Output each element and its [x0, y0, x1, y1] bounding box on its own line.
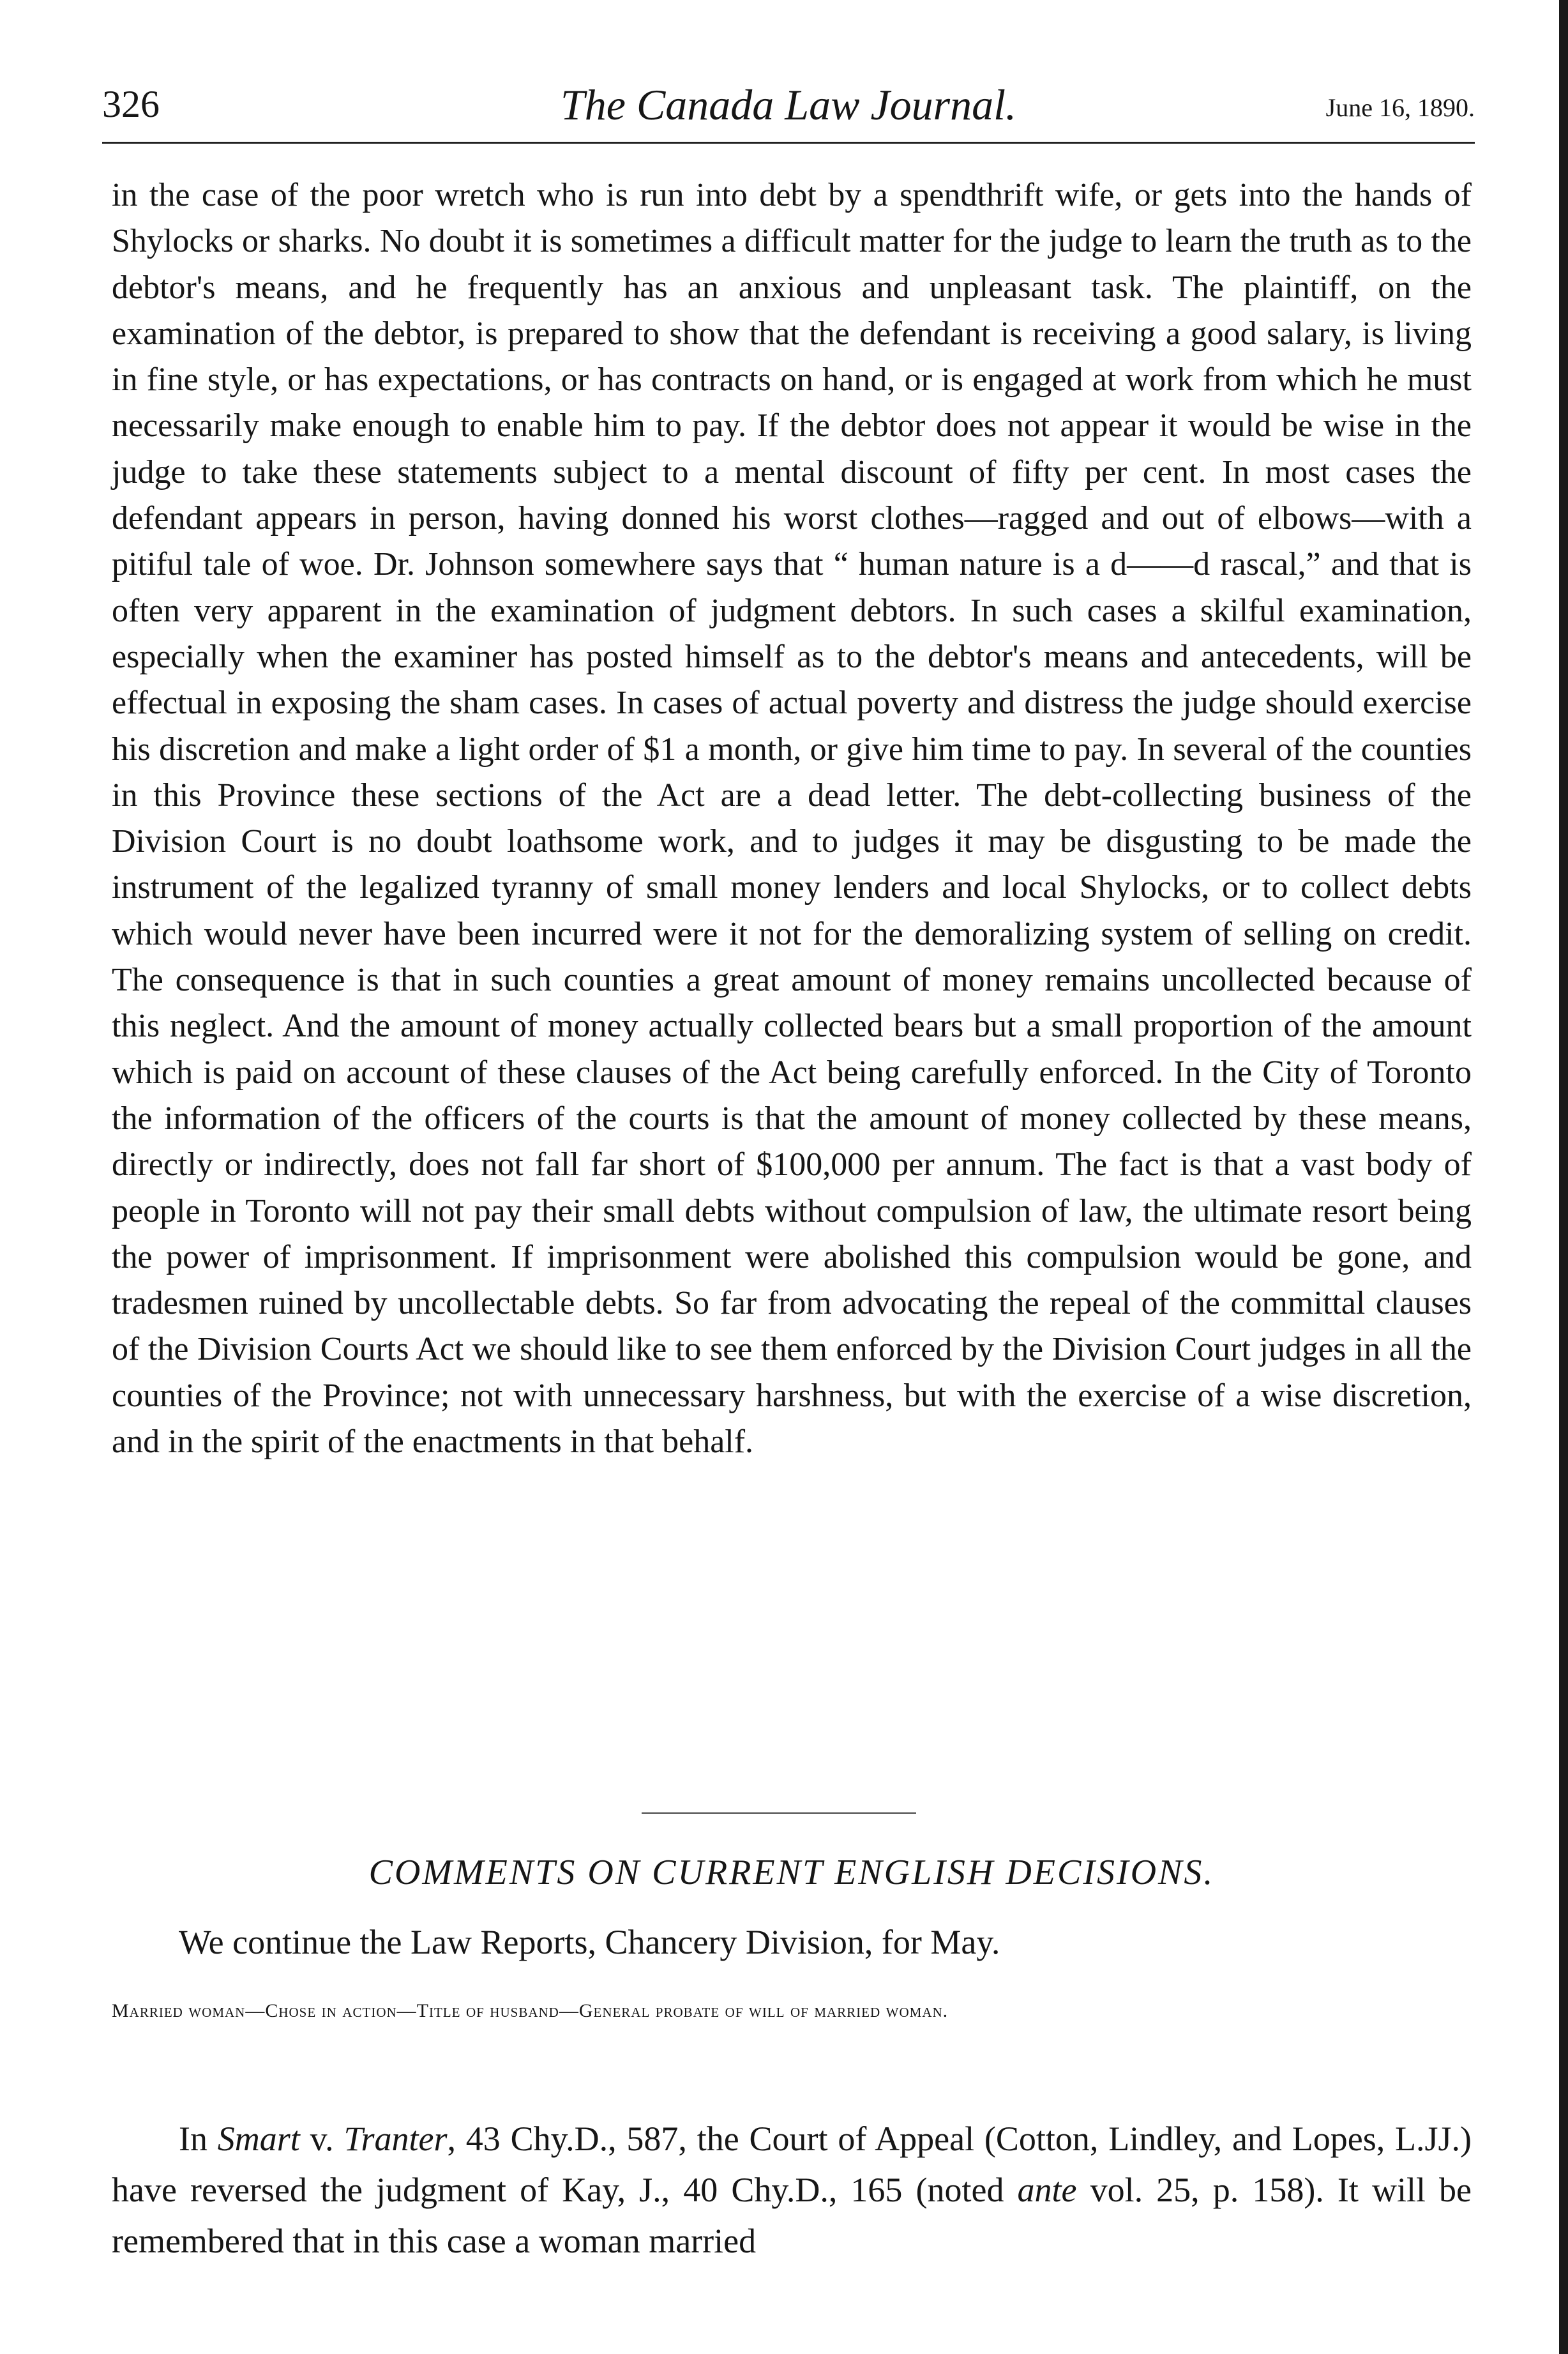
section-divider [642, 1812, 916, 1814]
page-edge-shadow [1559, 0, 1568, 2354]
page-header [102, 73, 1475, 144]
section-intro: We continue the Law Reports, Chancery Division, for May. [179, 1923, 1000, 1961]
case-paragraph [112, 2113, 1472, 2267]
editorial-paragraph: in the case of the poor wretch who is run into debt by a spendthrift wife, or gets into the hands of Shylocks or sharks. No doubt it is sometimes a difficult matter for the judge to learn the truth as to the debtor's means, and he frequently has an anxious and unpleasant task. The plaintiff, on the examination of the debtor, is prepared to show that the defendant is receiving a good salary, is living in fine style, or has expectations, or has contracts on hand, or is engaged at work from which he must necessarily make enough to enable him to pay. If the debtor does not appear it would be wise in the judge to take these statements subject to a mental discount of fifty per cent. In most cases the defendant appears in person, having donned his worst clothes—ragged and out of elbows—with a pitiful tale of woe. Dr. Johnson somewhere says that “ human nature is a d——d rascal,” and that is often very apparent in the examination of judgment debtors. In such cases a skilful examination, especially when the examiner has posted himself as to the debtor's means and antecedents, will be effectual in exposing the sham cases. In cases of actual poverty and distress the judge should exercise his discretion and make a light order of $1 a month, or give him time to pay. In several of the counties in this Province these sections of the Act are a dead letter. The debt-collecting business of the Division Court is no doubt loathsome work, and to judges it may be disgusting to be made the instrument of the legalized tyranny of small money lenders and local Shylocks, or to collect debts which would never have been incurred were it not for the demoralizing system of selling on credit. The consequence is that in such counties a great amount of money remains uncollected because of this neglect. And the amount of money actually collected bears but a small proportion of the amount which is paid on account of these clauses of the Act being carefully enforced. In the City of Toronto the information of the officers of the courts is that the amount of money collected by these means, directly or indirectly, does not fall far short of $100,000 per annum. The fact is that a vast body of people in Toronto will not pay their small debts without compulsion of law, the ultimate resort being the power of imprisonment. If imprisonment were abolished this compulsion would be gone, and tradesmen ruined by uncollectable debts. So far from advocating the repeal of the committal clauses of the Division Courts Act we should like to see them enforced by the Division Court judges in all the counties of the Province; not with unnecessary harshness, but with the exercise of a wise discretion, and in the spirit of the enactments in that behalf. [112, 177, 1472, 1461]
header-rule [102, 142, 1475, 144]
issue-date: June 16, 1890. [1325, 93, 1475, 122]
case-text-a: , 43 Chy.D., 587, the Court of Appeal (Cotton, Lindley, and Lopes, L.JJ.) have reversed the judgment of Kay, J., 40 Chy.D., 165 (noted [112, 2120, 1472, 2209]
case-party-one: Smart [217, 2120, 300, 2158]
case-subject-line: Married woman—Chose in action—Title of husband—General probate of will of married woman. [112, 2000, 949, 2021]
section-heading: COMMENTS ON CURRENT ENGLISH DECISIONS. [368, 1853, 1215, 1892]
editorial-column [112, 172, 1472, 1465]
case-versus: v. [299, 2120, 344, 2158]
case-ante: ante [1017, 2171, 1077, 2209]
case-text-b: vol. 25, p. 158). It will be remembered that in this case a woman married [112, 2171, 1472, 2260]
page-number: 326 [102, 83, 160, 125]
journal-title: The Canada Law Journal. [560, 80, 1017, 129]
case-lead: In [179, 2120, 218, 2158]
case-party-two: Tranter [343, 2120, 448, 2158]
